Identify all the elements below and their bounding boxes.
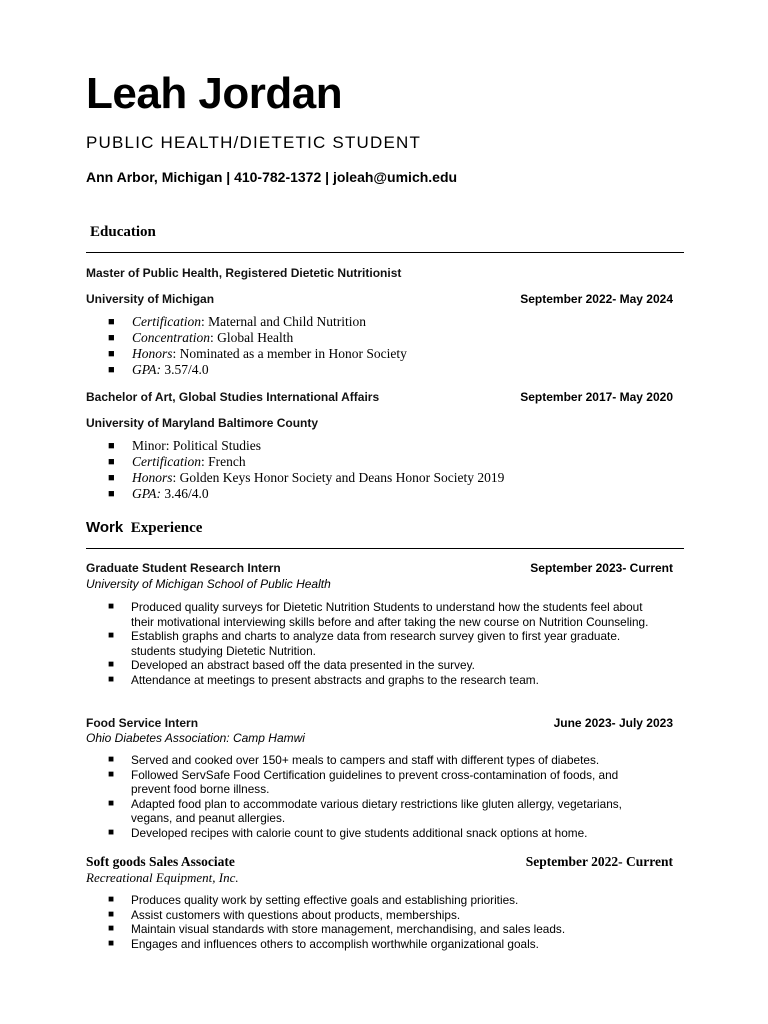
bullet-icon: ■ bbox=[108, 348, 115, 360]
degree1-school-row bbox=[86, 292, 673, 307]
education-divider bbox=[86, 252, 684, 253]
degree2-school: University of Maryland Baltimore County bbox=[86, 416, 319, 430]
degree2-row bbox=[86, 390, 673, 405]
bullet-icon: ■ bbox=[108, 908, 115, 920]
list-item: ■ Produces quality work by setting effective goals and establishing priorities. bbox=[108, 893, 519, 907]
job2-title: Food Service Intern bbox=[86, 716, 199, 730]
job3-bullets bbox=[86, 893, 651, 951]
list-item: ■ GPA: 3.46/4.0 bbox=[108, 486, 209, 501]
list-item: ■ Certification: French bbox=[108, 454, 246, 469]
job3-dates: September 2022- Current bbox=[525, 854, 673, 869]
list-item: ■ Honors: Nominated as a member in Honor Society bbox=[108, 346, 407, 361]
bullet-icon: ■ bbox=[108, 754, 115, 765]
work-heading bbox=[86, 519, 202, 537]
resume-title: PUBLIC HEALTH/DIETETIC STUDENT bbox=[86, 133, 422, 152]
work-heading-bold: Work bbox=[86, 519, 124, 536]
list-item: ■ Certification: Maternal and Child Nutrition bbox=[108, 314, 366, 329]
list-item: ■ Assist customers with questions about products, memberships. bbox=[108, 907, 461, 922]
list-item: ■ Adapted food plan to accommodate various dietary restrictions like gluten allergy, vegetarians, vegans, and peanut allergies. bbox=[108, 796, 622, 825]
list-item: ■ Produced quality surveys for Dietetic Nutrition Students to understand how the students feel about their motivational interviewing skills before and after taking the new course on Nutrition Counseling. bbox=[108, 600, 649, 629]
degree2-list bbox=[86, 438, 504, 502]
job3-org: Recreational Equipment, Inc. bbox=[86, 870, 239, 885]
work-heading-rest: Experience bbox=[130, 520, 203, 536]
list-item: ■ Served and cooked over 150+ meals to campers and staff with different types of diabetes. bbox=[108, 753, 600, 767]
list-item: ■ Developed recipes with calorie count to give students additional snack options at home. bbox=[108, 825, 588, 840]
job1-row bbox=[86, 561, 673, 576]
bullet-icon: ■ bbox=[108, 472, 115, 484]
bullet-icon: ■ bbox=[108, 894, 115, 905]
resume-name: Leah Jordan bbox=[86, 69, 343, 118]
degree2-school-row bbox=[86, 416, 673, 431]
degree1-row bbox=[86, 266, 673, 281]
bullet-icon: ■ bbox=[108, 456, 115, 468]
job1-org: University of Michigan School of Public Health bbox=[86, 577, 331, 591]
list-item: ■ Followed ServSafe Food Certification guidelines to prevent cross-contamination of foods, and prevent food borne illness. bbox=[108, 767, 619, 796]
degree2-dates: September 2017- May 2020 bbox=[520, 390, 673, 404]
bullet-icon: ■ bbox=[108, 797, 115, 809]
contact-line: Ann Arbor, Michigan | 410-782-1372 | joleah@umich.edu bbox=[86, 169, 458, 185]
list-item: ■ Developed an abstract based off the data presented in the survey. bbox=[108, 658, 475, 672]
degree2-title: Bachelor of Art, Global Studies International Affairs bbox=[86, 390, 380, 404]
bullet-icon: ■ bbox=[108, 630, 115, 641]
education-heading: Education bbox=[90, 224, 156, 240]
list-item: ■ Attendance at meetings to present abstracts and graphs to the research team. bbox=[108, 672, 539, 687]
bullet-icon: ■ bbox=[108, 673, 115, 685]
bullet-icon: ■ bbox=[108, 488, 115, 500]
list-item: ■ Honors: Golden Keys Honor Society and Deans Honor Society 2019 bbox=[108, 470, 505, 485]
job3-row bbox=[86, 854, 673, 870]
bullet-icon: ■ bbox=[108, 659, 115, 670]
job2-dates: June 2023- July 2023 bbox=[553, 716, 673, 730]
bullet-icon: ■ bbox=[108, 826, 115, 838]
bullet-icon: ■ bbox=[108, 332, 115, 344]
job1-dates: September 2023- Current bbox=[530, 561, 673, 575]
job2-row bbox=[86, 716, 673, 731]
bullet-icon: ■ bbox=[108, 923, 115, 934]
bullet-icon: ■ bbox=[108, 937, 115, 949]
list-item: ■ Maintain visual standards with store management, merchandising, and sales leads. bbox=[108, 922, 566, 936]
degree1-list bbox=[86, 314, 407, 378]
bullet-icon: ■ bbox=[108, 601, 115, 612]
job1-bullets bbox=[86, 600, 651, 687]
list-item: ■ Establish graphs and charts to analyze data from research survey given to first year graduate. students studying Dietetic Nutrition. bbox=[108, 629, 621, 658]
work-divider bbox=[86, 548, 684, 549]
bullet-icon: ■ bbox=[108, 768, 115, 780]
job3-title: Soft goods Sales Associate bbox=[86, 854, 235, 869]
bullet-icon: ■ bbox=[108, 316, 115, 328]
bullet-icon: ■ bbox=[108, 364, 115, 376]
list-item: ■ Engages and influences others to accomplish worthwhile organizational goals. bbox=[108, 936, 539, 951]
degree1-school: University of Michigan bbox=[86, 292, 215, 306]
bullet-icon: ■ bbox=[108, 440, 115, 452]
degree1-title: Master of Public Health, Registered Dietetic Nutritionist bbox=[86, 266, 402, 280]
job2-bullets bbox=[86, 753, 651, 840]
list-item: ■ GPA: 3.57/4.0 bbox=[108, 362, 209, 377]
job1-title: Graduate Student Research Intern bbox=[86, 561, 281, 575]
list-item: ■ Minor: Political Studies bbox=[108, 438, 262, 453]
job2-org: Ohio Diabetes Association: Camp Hamwi bbox=[86, 731, 305, 745]
degree1-dates: September 2022- May 2024 bbox=[520, 292, 673, 306]
list-item: ■ Concentration: Global Health bbox=[108, 330, 294, 345]
